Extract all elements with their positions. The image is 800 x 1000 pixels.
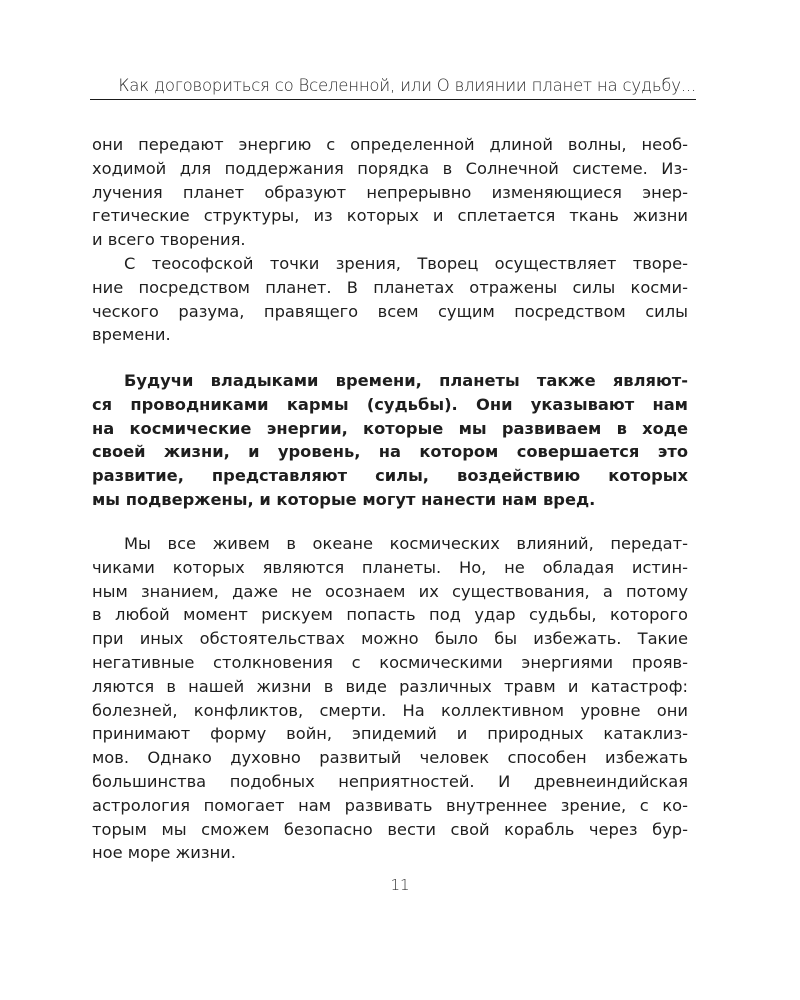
paragraph-2 <box>92 252 688 347</box>
text-line: С теософской точки зрения, Творец осуществляет творе- <box>124 254 688 273</box>
text-line: принимают форму войн, эпидемий и природных катаклиз- <box>92 724 688 744</box>
text-line: болезней, конфликтов, смерти. На коллективном уровне они <box>92 700 688 720</box>
text-line: на космические энергии, которые мы развиваем в ходе <box>92 418 688 438</box>
text-line: чиками которых являются планеты. Но, не обладая истин- <box>92 557 688 577</box>
text-line: гетические структуры, из которых и сплетается ткань жизни <box>92 206 688 226</box>
text-line: лучения планет образуют непрерывно изменяющиеся энер- <box>92 182 688 202</box>
text-line: астрология помогает нам развивать внутреннее зрение, с ко- <box>92 795 688 815</box>
page-number: 11 <box>390 876 410 894</box>
paragraph-4 <box>92 532 688 865</box>
text-line: ходимой для поддержания порядка в Солнечной системе. Из- <box>92 158 688 178</box>
running-header: Как договориться со Вселенной, или О влиянии планет на судьбу... <box>118 76 696 95</box>
text-line: ное море жизни. <box>92 843 236 863</box>
text-line: торым мы сможем безопасно вести свой корабль через бур- <box>92 819 688 839</box>
text-line: ние посредством планет. В планетах отражены силы косми- <box>92 277 688 297</box>
text-line: и всего творения. <box>92 230 246 250</box>
text-line: ческого разума, правящего всем сущим посредством силы <box>92 301 688 321</box>
text-line: при иных обстоятельствах можно было бы избежать. Такие <box>92 629 688 649</box>
text-line: ся проводниками кармы (судьбы). Они указывают нам <box>92 394 688 414</box>
text-line: ляются в нашей жизни в виде различных травм и катастроф: <box>92 676 688 696</box>
text-line: времени. <box>92 325 171 345</box>
text-line: Будучи владыками времени, планеты также являют- <box>124 371 688 390</box>
text-line: ным знанием, даже не осознаем их существования, а потому <box>92 581 688 601</box>
text-line: мов. Однако духовно развитый человек способен избежать <box>92 748 688 768</box>
text-line: Мы все живем в океане космических влияний, передат- <box>124 534 688 553</box>
header-rule <box>90 99 696 100</box>
text-line: большинства подобных неприятностей. И древнеиндийская <box>92 771 688 791</box>
text-line: мы подвержены, и которые могут нанести нам вред. <box>92 489 596 509</box>
text-line: они передают энергию с определенной длиной волны, необ- <box>92 135 688 154</box>
text-line: развитие, представляют силы, воздействию которых <box>92 466 688 486</box>
text-line: своей жизни, и уровень, на котором совершается это <box>92 442 688 462</box>
text-line: негативные столкновения с космическими энергиями прояв- <box>92 652 688 672</box>
text-line: в любой момент рискуем попасть под удар судьбы, которого <box>92 605 688 625</box>
highlighted-paragraph <box>92 369 688 512</box>
paragraph-1 <box>92 133 688 252</box>
